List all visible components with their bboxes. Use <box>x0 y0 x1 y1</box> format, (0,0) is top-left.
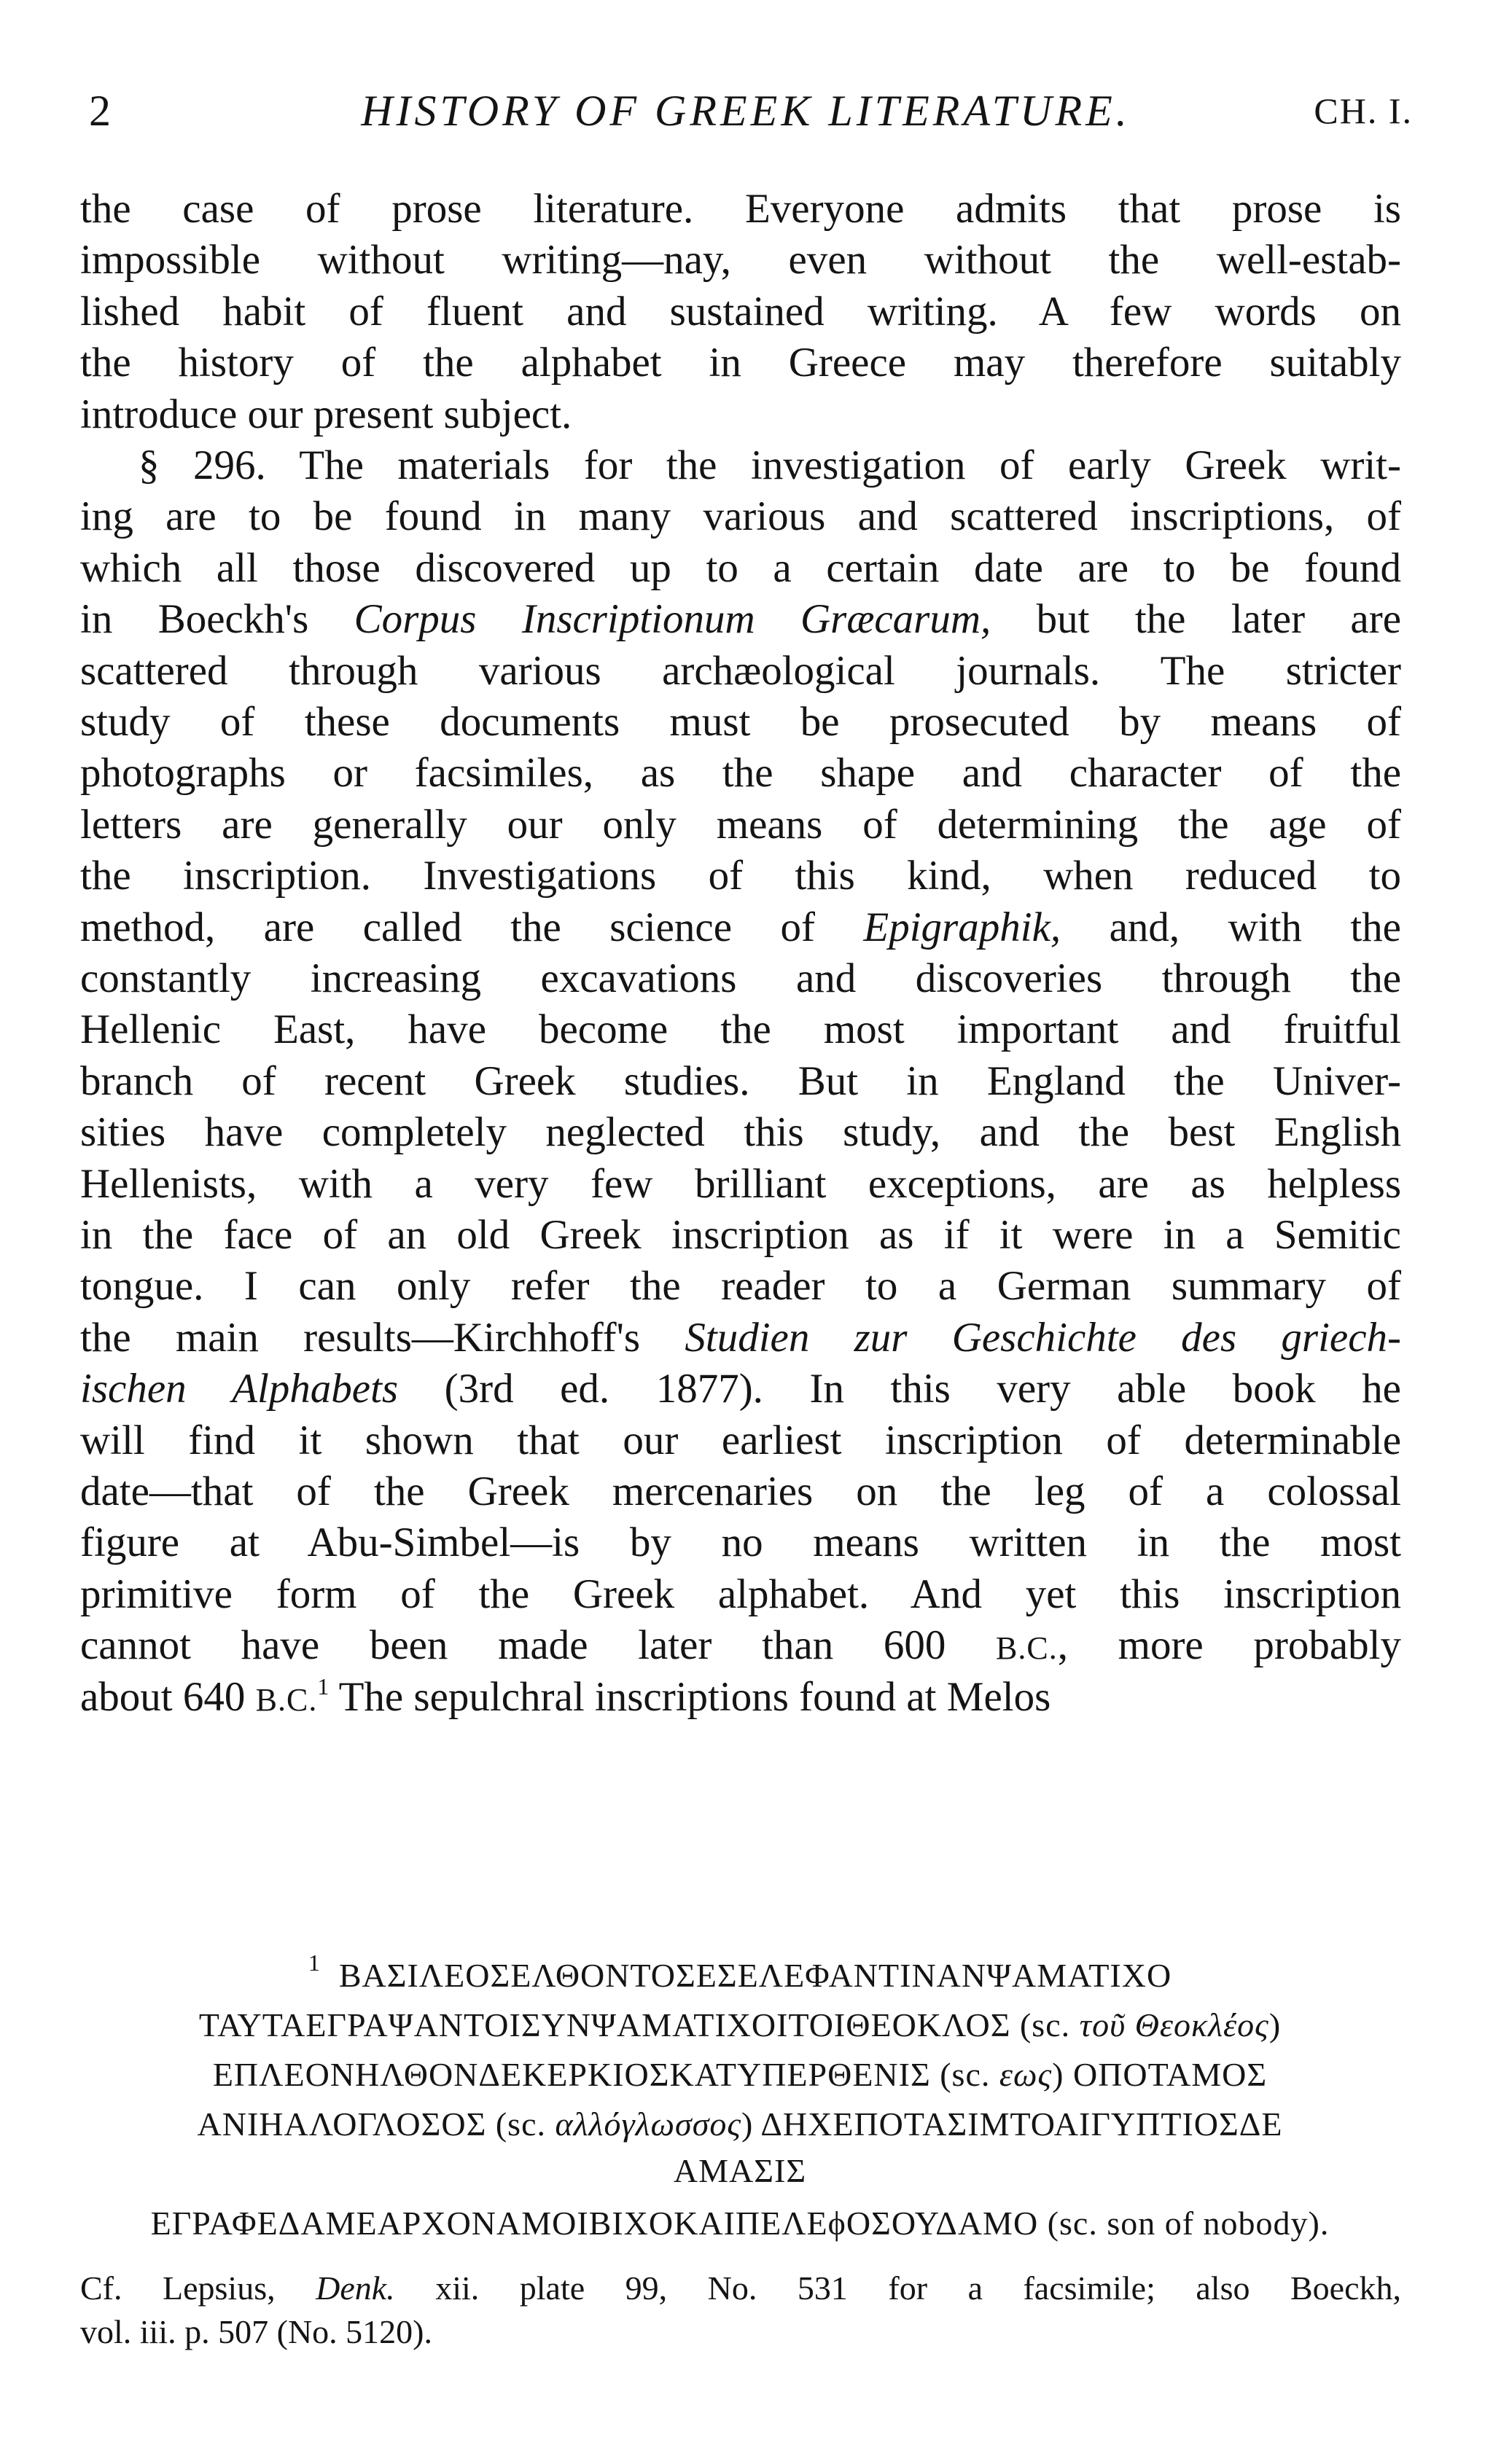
text-line <box>80 1004 1401 1055</box>
line-text: which all those discovered up to a certain date are to be found <box>80 544 1401 591</box>
text-line <box>80 1313 1401 1364</box>
footnote-greek-text: ΤΑΥΤΑΕΓΡΑΨΑΝΤΟΙΣΥΝΨΑΜΑΤΙΧΟΙΤΟΙΘΕΟΚΛΟΣ <box>198 2006 1011 2043</box>
running-title: HISTORY OF GREEK LITERATURE. <box>361 87 1131 135</box>
line-text: in the face of an old Greek inscription as if it were in a Semitic <box>80 1212 1401 1258</box>
footnote-marker: 1 <box>308 1949 321 1976</box>
line-text: the inscription. Investigations of this kind, when reduced to <box>80 853 1401 899</box>
line-text: the main results—Kirchhoff's <box>80 1314 685 1361</box>
text-line <box>80 1620 1401 1674</box>
text-line <box>80 1210 1401 1261</box>
footnote-reference <box>80 2310 1401 2354</box>
line-text: scattered through various archæological journals. The stricter <box>80 647 1401 694</box>
footnote-greek-text: ) ΔΗΧΕΠΟΤΑΣΙΜΤΟΑΙΓΥΠΤΙΟΣΔΕ <box>741 2105 1283 2143</box>
footnote-note: (sc. <box>930 2056 999 2093</box>
era-abbrev: B.C. <box>996 1630 1058 1667</box>
footnote-line <box>66 2100 1414 2148</box>
line-text: and, with the <box>1061 904 1401 950</box>
line-text: but the later are <box>991 596 1401 643</box>
text-line <box>80 440 1401 491</box>
line-text: study of these documents must be prosecuted by means of <box>80 699 1401 745</box>
line-text: date—that of the Greek mercenaries on the leg of a colossal <box>80 1468 1401 1514</box>
text-line <box>80 235 1401 286</box>
line-text: introduce our present subject. <box>80 391 572 437</box>
italic-title: Studien zur Geschichte des griech- <box>685 1314 1402 1361</box>
footnote-greek-gloss: αλλόγλωσσος <box>555 2105 742 2143</box>
footnote-note: (sc. <box>1010 2006 1080 2043</box>
line-text: Hellenists, with a very few brilliant exceptions, are as helpless <box>80 1160 1401 1207</box>
text-line <box>80 184 1401 235</box>
text-line <box>80 1517 1401 1568</box>
footnote-line <box>66 2001 1414 2049</box>
line-text: figure at Abu-Simbel—is by no means written in the most <box>80 1520 1401 1566</box>
line-text: in Boeckh's <box>80 596 354 643</box>
footnote-greek-text: ) ΟΠΟΤΑΜΟΣ <box>1052 2056 1268 2093</box>
line-text: The sepulchral inscriptions found at Melos <box>329 1673 1051 1720</box>
line-text: ing are to be found in many various and scattered inscriptions, of <box>80 493 1401 540</box>
line-text: sities have completely neglected this study, and the best English <box>80 1109 1401 1156</box>
reference-text: xii. plate 99, No. 531 for a facsimile; also Boeckh, <box>394 2269 1401 2307</box>
line-text: the history of the alphabet in Greece may therefore suitably <box>80 340 1401 386</box>
footnote-ref-marker: 1 <box>317 1673 330 1700</box>
line-text: impossible without writing—nay, even without the well-estab- <box>80 237 1401 283</box>
running-header <box>79 82 1413 140</box>
footnote-line <box>66 2199 1414 2248</box>
text-line <box>80 748 1401 799</box>
era-abbrev: B.C. <box>255 1681 318 1718</box>
line-text: tongue. I can only refer the reader to a German summary of <box>80 1263 1401 1310</box>
text-line <box>80 646 1401 697</box>
footnote-note: ) <box>1268 2006 1282 2043</box>
line-text: will find it shown that our earliest inscription of determinable <box>80 1417 1401 1463</box>
italic-title: Epigraphik, <box>863 904 1061 950</box>
text-line <box>80 1056 1401 1107</box>
footnote-greek-text: ΒΑΣΙΛΕΟΣΕΛΘΟΝΤΟΣΕΣΕΛΕΦΑΝΤΙΝΑΝΨΑΜΑΤΙΧΟ <box>338 1957 1172 1994</box>
footnote-greek-text: ΕΠΛΕΟΝΗΛΘΟΝΔΕΚΕΡΚΙΟΣΚΑΤΥΠΕΡΘΕΝΙΣ <box>212 2056 931 2093</box>
text-line <box>80 1672 1401 1726</box>
text-line <box>80 491 1401 542</box>
text-line <box>80 1415 1401 1466</box>
italic-title: Corpus Inscriptionum Græcarum, <box>354 596 991 643</box>
footnote-line <box>66 2147 1414 2195</box>
line-text: primitive form of the Greek alphabet. And yet this inscription <box>80 1571 1401 1617</box>
reference-text: Cf. Lepsius, <box>80 2269 316 2307</box>
footnote-greek-text: ΑΜΑΣΙΣ <box>673 2152 807 2189</box>
line-text: § 296. The materials for the investigation of early Greek writ- <box>139 442 1401 488</box>
line-text: branch of recent Greek studies. But in England the Univer- <box>80 1057 1401 1104</box>
text-line <box>80 953 1401 1004</box>
text-line <box>80 850 1401 901</box>
footnote-note: (sc. son of nobody). <box>1038 2205 1330 2242</box>
line-text: (3rd ed. 1877). In this very able book he <box>398 1366 1401 1412</box>
footnote-greek-text: ΑΝΙΗΑΛΟΓΛΟΣΟΣ <box>197 2105 487 2143</box>
text-line <box>80 337 1401 388</box>
text-line <box>80 389 1401 440</box>
text-line <box>80 1107 1401 1158</box>
page-number: 2 <box>89 87 111 135</box>
text-line <box>80 1466 1401 1517</box>
line-text: about 640 <box>80 1673 256 1720</box>
line-text: lished habit of fluent and sustained writing. A few words on <box>80 288 1401 335</box>
line-text: the case of prose literature. Everyone admits that prose is <box>80 186 1401 232</box>
footnote-note: (sc. <box>486 2105 556 2143</box>
text-line <box>80 799 1401 850</box>
footnote-reference <box>80 2267 1401 2310</box>
reference-text: vol. iii. p. 507 (No. 5120). <box>80 2313 432 2350</box>
line-text: , more probably <box>1057 1622 1402 1669</box>
line-text: method, are called the science of <box>80 904 864 950</box>
footnote-greek-text: ΕΓΡΑΦΕΔΑΜΕΑΡΧΟΝΑΜΟΙΒΙΧΟΚΑΙΠΕΛΕϕΟΣΟΥΔΑΜΟ <box>150 2205 1039 2242</box>
text-line <box>80 1364 1401 1415</box>
line-text: constantly increasing excavations and discoveries through the <box>80 955 1401 1001</box>
text-line <box>80 1159 1401 1210</box>
line-text: Hellenic East, have become the most important and fruitful <box>80 1006 1401 1053</box>
text-line <box>80 902 1401 953</box>
text-line <box>80 543 1401 594</box>
line-text: cannot have been made later than 600 <box>80 1622 997 1669</box>
text-line <box>80 1569 1401 1620</box>
italic-title: ischen Alphabets <box>80 1366 399 1412</box>
line-text: photographs or facsimiles, as the shape and character of the <box>80 750 1401 797</box>
text-line <box>80 594 1401 645</box>
text-line <box>80 286 1401 337</box>
line-text: letters are generally our only means of determining the age of <box>80 801 1401 848</box>
reference-title: Denk. <box>316 2269 395 2307</box>
text-line <box>80 697 1401 748</box>
chapter-label: CH. I. <box>1314 90 1413 131</box>
footnote-greek-gloss: τοῦ Θεοκλέος <box>1079 2006 1269 2043</box>
footnote-greek-gloss: εως <box>999 2056 1053 2093</box>
footnote-line <box>66 2051 1414 2099</box>
footnote-line <box>66 1949 1414 2000</box>
text-line <box>80 1261 1401 1312</box>
